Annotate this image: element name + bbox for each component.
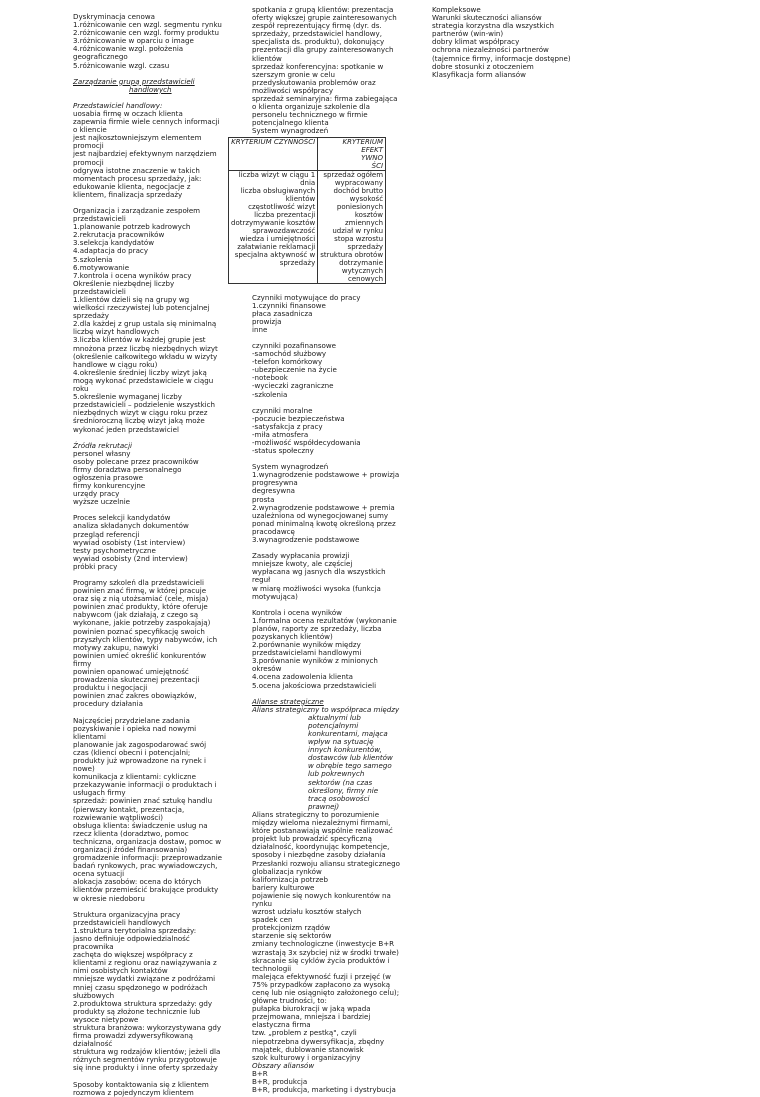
text-line: mniejsze kwoty, ale częściej xyxy=(252,559,353,569)
text-line: tracą osobowości xyxy=(308,793,370,803)
text-line: firmy xyxy=(73,658,92,668)
text-line: szok kulturowy i organizacyjny xyxy=(252,1052,361,1062)
table-cell-line: struktura obrotów xyxy=(320,250,384,259)
column-middle xyxy=(231,5,400,1095)
text-line: wysoce nietypowe xyxy=(73,1014,139,1024)
text-line: się inne produkty i inne oferty sprzedaży xyxy=(73,1063,218,1073)
text-line: Źródła rekrutacji xyxy=(73,440,133,450)
text-line: handlowe w ciągu roku) xyxy=(73,359,158,369)
text-line: wzrost udziału kosztów stałych xyxy=(252,907,362,917)
text-line: techniczna, organizacja dostaw, pomoc w xyxy=(73,836,222,846)
table-row xyxy=(229,170,386,283)
text-line: badań rynkowych, prac wywiadowczych, xyxy=(73,861,218,871)
text-line: Przesłanki rozwoju aliansu strategicznego xyxy=(252,858,400,868)
text-line: Obszary aliansów xyxy=(252,1060,315,1070)
text-line: -szkolenia xyxy=(252,389,288,399)
text-line: gromadzenie informacji: przeprowadzanie xyxy=(73,853,223,863)
table-cell-line: YWNO xyxy=(361,153,384,162)
text-line: uzależniona od wynegocjowanej sumy xyxy=(252,510,389,520)
text-line: przedstawicieli – podzielenie wszystkich xyxy=(73,400,216,410)
text-line: nimi osobistych kontaktów xyxy=(73,966,168,976)
text-line: niepotrzebna dywersyfikacja, zbędny xyxy=(252,1036,385,1046)
table-cell-line: sprzedaż ogółem xyxy=(323,170,384,179)
table-cell-effectiveness-criteria xyxy=(318,170,386,283)
text-line: progresywna xyxy=(252,478,298,488)
text-line: roku xyxy=(73,384,89,394)
table-cell-line: dotrzymywanie kosztów xyxy=(231,218,316,227)
text-line: organizacji źródeł finansowania) xyxy=(73,845,188,854)
text-line: wykonane, jakie potrzeby zaspokajają) xyxy=(73,618,211,628)
text-line: Proces selekcji kandydatów xyxy=(73,513,171,523)
text-line: 6.motywowanie xyxy=(73,262,130,272)
text-line: 5.szkolenia xyxy=(73,254,113,264)
text-line: analiza składanych dokumentów xyxy=(73,521,189,531)
table-cell-line: dotrzymanie xyxy=(339,258,384,267)
text-line: tzw. „problem z pestką", czyli xyxy=(252,1028,357,1038)
text-line: powinien znać zakres obowiązków, xyxy=(73,691,197,701)
text-line: okresów xyxy=(252,664,282,674)
text-line: elastyczna firma xyxy=(252,1020,311,1030)
text-line: określony, firmy nie xyxy=(308,785,379,795)
text-line: prezentacji dla grupy zainteresowanych xyxy=(252,45,394,55)
text-line: Programy szkoleń dla przedstawicieli xyxy=(73,578,204,587)
text-line: 1.formalna ocena rezultatów (wykonanie xyxy=(252,615,397,625)
text-line: -satysfakcja z pracy xyxy=(252,421,323,431)
text-line: specjalista ds. produktu), dokonujący xyxy=(252,37,385,47)
text-line: -notebook xyxy=(252,373,288,383)
motivation-alliances-section xyxy=(252,292,400,1095)
text-line: rynku xyxy=(252,898,272,908)
text-line: 5.różnicowanie wzgl. czasu xyxy=(73,60,170,70)
text-line: 75% przypadków zapłacono za wysoką xyxy=(252,979,391,989)
text-line: komunikacja z klientami: cykliczne xyxy=(73,772,197,782)
text-line: 5.określenie wymaganej liczby xyxy=(73,392,182,402)
text-line: globalizacja rynków xyxy=(252,866,322,876)
text-line: malejąca efektywność fuzji i przejęć (w xyxy=(252,971,391,981)
table-cell-line: kosztów xyxy=(354,210,384,219)
table-cell-line: dochód brutto xyxy=(333,186,384,195)
text-line: 1.struktura terytorialna sprzedaży: xyxy=(73,925,197,935)
table-cell-line: liczba wizyt w ciągu 1 xyxy=(238,170,316,179)
text-line: klientów xyxy=(252,53,282,63)
text-line: dobry klimat współpracy xyxy=(432,37,520,47)
table-cell-line: udział w rynku xyxy=(332,226,384,235)
text-line: nowe) xyxy=(73,764,95,774)
text-line: rozmowa z pojedynczym klientem xyxy=(73,1087,194,1097)
text-line: Kompleksowe xyxy=(432,5,481,14)
text-line: służbowych xyxy=(73,990,115,1000)
text-line: ogłoszenia prasowe xyxy=(73,472,144,482)
text-line: planowanie jak zagospodarować swój xyxy=(73,739,207,749)
table-cell-line: zmiennych xyxy=(345,218,384,227)
text-line: testy psychometryczne xyxy=(73,545,156,555)
text-line: lub pokrewnych xyxy=(308,769,365,779)
text-line: 3.porównanie wyników z minionych xyxy=(252,656,378,666)
text-line: obsługa klienta: świadczenie usług na xyxy=(73,820,208,830)
table-cell-line: klientów xyxy=(285,194,316,203)
text-line: ponad minimalną kwotę określoną przez xyxy=(252,518,396,528)
text-line: o klienta organizuje szkolenie dla xyxy=(252,102,371,112)
text-line: zespół reprezentujący firmę (dyr. ds. xyxy=(252,21,382,31)
text-line: firmy konkurencyjne xyxy=(73,481,146,491)
text-line: ochrona niezależności partnerów xyxy=(432,45,549,55)
table-cell-line: dnia xyxy=(300,178,316,187)
text-line: 3.wynagrodzenie podstawowe xyxy=(252,535,360,545)
text-line: które postanawiają wspólnie realizować xyxy=(252,826,393,836)
text-line: inne xyxy=(252,324,268,334)
text-line: wywiad osobisty (2nd interview) xyxy=(73,553,188,563)
text-line: alokacja zasobów: ocena do których xyxy=(73,877,202,887)
text-line: pracodawcę xyxy=(252,526,295,536)
table-cell-line: KRYTERIUM CZYNNOŚCI xyxy=(231,137,316,146)
table-cell-line: cenowych xyxy=(348,274,384,283)
text-line: System wynagrodzeń xyxy=(252,126,329,136)
text-line: innych konkurentów, xyxy=(308,745,382,755)
table-cell-line: sprawozdawczość xyxy=(252,226,316,235)
table-cell-line: liczba prezentacji xyxy=(254,210,316,219)
text-line: Organizacja i zarządzanie zespołem xyxy=(73,205,201,215)
sales-methods-section xyxy=(252,5,398,136)
text-line: między wieloma niezależnymi firmami, xyxy=(252,818,391,828)
text-line: 2.rekrutacja pracowników xyxy=(73,230,165,240)
text-line: procedury działania xyxy=(73,699,143,709)
text-line: 2.wynagrodzenie podstawowe + premia xyxy=(252,502,395,512)
text-line: Określenie niezbędnej liczby xyxy=(73,278,175,288)
text-line: wielkości rzeczywistej lub potencjalnej xyxy=(73,303,210,313)
text-line: klientami z regionu oraz nawiązywania z xyxy=(73,958,217,968)
text-line: przedstawicielami handlowymi xyxy=(252,648,362,658)
text-line: produkty są złożone technicznie lub xyxy=(73,1006,201,1016)
table-cell-line: ŚCI xyxy=(371,161,384,170)
text-line: 2.różnicowanie cen wzgl. formy produktu xyxy=(73,28,220,38)
text-line: Alianse strategiczne xyxy=(252,696,324,706)
text-line: przyszłych klientów, typy nabywców, ich xyxy=(73,634,218,644)
text-line: klientami xyxy=(73,731,106,741)
text-line: System wynagrodzeń xyxy=(252,462,329,472)
text-line: jasno definiuje odpowiedzialność xyxy=(73,933,190,943)
text-line: reguł xyxy=(252,575,271,585)
table-header-effectiveness xyxy=(318,137,386,170)
text-line: powinien umieć określić konkurentów xyxy=(73,650,207,660)
text-line: sposoby i niezbędne zasoby działania xyxy=(252,850,386,860)
text-line: pozyskanych klientów) xyxy=(252,631,333,641)
text-line: pozyskiwanie i opieka nad nowymi xyxy=(73,723,197,733)
text-line: zachęta do większej współpracy z xyxy=(73,950,193,960)
text-line: technologii xyxy=(252,963,292,973)
text-line: o kliencie xyxy=(73,125,107,135)
text-line: protekcjonizm rządów xyxy=(252,923,331,933)
text-line: osoby polecane przez pracowników xyxy=(73,456,199,466)
text-line: (tajemnice firmy, informacje dostępne) xyxy=(432,53,571,63)
text-line: niezbędnych wizyt w ciągu roku przez xyxy=(73,408,208,418)
text-line: 4.różnicowanie wzgl. położenia xyxy=(73,44,184,54)
text-line: czas (klienci obecni i potencjalni; xyxy=(73,747,191,757)
text-line: przedstawicieli handlowych xyxy=(73,917,171,927)
text-line: pracownika xyxy=(73,942,114,952)
text-line: handlowych xyxy=(129,84,172,94)
text-line: dostawców lub klientów xyxy=(308,753,393,763)
text-line: szerszym gronie w celu xyxy=(252,69,335,79)
text-line: 2.dla każdej z grup ustala się minimalną xyxy=(73,319,217,329)
text-line: urzędy pracy xyxy=(73,489,120,499)
text-line: dobre stosunki z otoczeniem xyxy=(432,61,534,71)
text-line: wypłacana wg jasnych dla wszystkich xyxy=(252,567,386,577)
table-cell-activity-criteria xyxy=(229,170,318,283)
text-line: czynniki moralne xyxy=(252,405,313,415)
text-line: (określenie całkowitego wkładu w wizyty xyxy=(73,351,218,361)
text-line: czynniki pozafinansowe xyxy=(252,340,337,350)
spacer xyxy=(73,1073,218,1081)
text-line: partnerów (win-win) xyxy=(432,29,504,39)
text-line: wzrastają 3x szybciej niż w środki trwałe) xyxy=(252,947,399,957)
text-line: powinien znać produkty, które oferuje xyxy=(73,602,208,612)
text-line: struktura branżowa: wykorzystywana gdy xyxy=(73,1022,222,1032)
text-line: Czynniki motywujące do pracy xyxy=(252,292,361,302)
text-line: wywiad osobisty (1st interview) xyxy=(73,537,186,547)
text-line: aktualnymi lub xyxy=(308,712,361,722)
text-line: konkurentami, mająca xyxy=(308,729,388,738)
table-cell-line: stopa wzrostu xyxy=(334,234,384,243)
table-cell-line: EFEKT xyxy=(361,145,384,154)
text-line: powinien poznać specyfikację swoich xyxy=(73,626,205,636)
text-line: produktu i negocjacji xyxy=(73,683,148,693)
text-line: -ubezpieczenie na życie xyxy=(252,365,337,375)
text-line: sprzedaży, przedstawiciel handlowy, xyxy=(252,29,382,39)
text-line: -poczucie bezpieczeństwa xyxy=(252,413,345,423)
text-line: B+R, produkcja xyxy=(252,1077,308,1087)
text-line: mniej czasu spędzonego w podróżach xyxy=(73,982,208,992)
text-line: prawnej) xyxy=(308,801,340,811)
text-line: wyższe uczelnie xyxy=(73,497,131,507)
text-line: sprzedaż seminaryjna: firma zabiegająca xyxy=(252,94,398,104)
text-line: firmy doradztwa personalnego xyxy=(73,464,182,474)
text-line: klientów przemieścić brakujące produkty xyxy=(73,885,219,895)
table-cell-line: wytycznych xyxy=(341,266,384,275)
text-line: prosta xyxy=(252,494,275,504)
text-line: Klasyfikacja form aliansów xyxy=(432,69,526,79)
text-line: starzenie się sektorów xyxy=(252,931,332,941)
text-line: przedstawicieli xyxy=(73,214,126,224)
table-cell-line: liczba obsługiwanych xyxy=(240,186,316,195)
table-cell-line: KRYTERIUM xyxy=(342,137,384,146)
text-line: spadek cen xyxy=(252,915,293,925)
text-line: mogą wykonać przedstawiciele w ciągu xyxy=(73,375,214,385)
text-line: liczbę wizyt handlowych xyxy=(73,327,159,337)
text-line: oraz się z nią utożsamiać (cele, misja) xyxy=(73,594,209,604)
table-cell-line: wypracowany xyxy=(334,178,384,187)
text-line: 2.produktowa struktura sprzedaży: gdy xyxy=(73,998,213,1008)
text-line: -miła atmosfera xyxy=(252,429,309,439)
text-line: zapewnia firmie wiele cennych informacji xyxy=(73,117,220,127)
text-line: Najczęściej przydzielane zadania xyxy=(73,715,190,725)
text-line: w obrębie tego samego xyxy=(308,761,392,771)
text-line: momentach procesu sprzedaży, jak: xyxy=(73,173,202,183)
text-line: 1.czynniki finansowe xyxy=(252,300,326,310)
text-line: powinien znać firmę, w której pracuje xyxy=(73,586,207,596)
text-line: Zarządzanie grupą przedstawicieli xyxy=(73,76,195,86)
text-line: strategia korzystna dla wszystkich xyxy=(432,21,555,31)
text-line: oferty większej grupie zainteresowanych xyxy=(252,13,397,23)
text-line: 3.selekcja kandydatów xyxy=(73,238,155,248)
text-line: pułapka biurokracji w jaką wpada xyxy=(252,1004,371,1014)
text-line: odgrywa istotne znaczenie w takich xyxy=(73,165,200,175)
text-line: kalifornizacja potrzeb xyxy=(252,874,329,884)
text-line: przedstawicieli xyxy=(73,286,126,296)
text-line: geograficznego xyxy=(73,52,128,62)
text-line: działalność xyxy=(73,1039,113,1049)
text-line: promocji xyxy=(73,141,104,151)
text-line: w okresie niedoboru xyxy=(73,893,145,903)
text-line: B+R xyxy=(252,1068,268,1078)
text-line: przekazywanie informacji o produktach i xyxy=(73,780,217,790)
text-line: główne trudności, to: xyxy=(252,996,327,1006)
text-line: majątek, dublowanie stanowisk xyxy=(252,1044,364,1054)
text-line: średnioroczną liczbę wizyt jaką może xyxy=(73,416,205,426)
text-line: -telefon komórkowy xyxy=(252,357,323,367)
table-cell-line: sprzedaży xyxy=(279,258,316,267)
text-line: Zasady wypłacania prowizji xyxy=(252,551,350,561)
text-line: projekt lub prowadzić specyficzną xyxy=(252,834,373,844)
text-line: Dyskryminacja cenowa xyxy=(73,12,156,21)
text-line: płaca zasadnicza xyxy=(252,308,313,318)
text-line: usługach firmy xyxy=(73,788,126,798)
text-line: Kontrola i ocena wyników xyxy=(252,607,342,617)
text-line: bariery kulturowe xyxy=(252,882,315,892)
table-header-row xyxy=(229,137,386,170)
text-line: ocena sytuacji xyxy=(73,869,125,879)
text-line: pojawienie się nowych konkurentów na xyxy=(252,890,391,900)
text-line: spotkania z grupą klientów: prezentacja xyxy=(252,5,394,14)
table-cell-line: poniesionych xyxy=(336,202,384,211)
text-line: Warunki skuteczności aliansów xyxy=(432,13,542,23)
text-line: 1.wynagrodzenie podstawowe + prowizja xyxy=(252,470,400,480)
text-line: 4.ocena zadowolenia klienta xyxy=(252,672,353,682)
text-line: mnożona przez liczbę niezbędnych wizyt xyxy=(73,343,218,353)
text-line: motywująca) xyxy=(252,591,298,601)
text-line: próbki pracy xyxy=(73,561,118,571)
text-line: rzecz klienta (doradztwo, pomoc xyxy=(73,828,189,838)
text-line: zmiany technologiczne (inwestycje B+R xyxy=(252,939,395,949)
table-cell-line: załatwianie reklamacji xyxy=(237,242,316,251)
text-line: sprzedaży xyxy=(73,311,109,321)
text-line: degresywna xyxy=(252,486,296,496)
text-line: sektorów (na czas xyxy=(308,777,373,787)
text-line: 1.klientów dzieli się na grupy wg xyxy=(73,295,190,304)
text-line: motywy zakupu, nawyki xyxy=(73,642,159,652)
text-line: 4.adaptacja do pracy xyxy=(73,246,149,256)
text-line: -możliwość współdecydowania xyxy=(252,438,361,447)
column-left xyxy=(73,12,223,1097)
text-line: uosabia firmę w oczach klienta xyxy=(73,108,183,118)
text-line: mniejsze wydatki związane z podróżami xyxy=(73,974,216,984)
text-line: 5.ocena jakościowa przedstawicieli xyxy=(252,680,377,690)
text-line: -status społeczny xyxy=(252,446,314,456)
text-line: personelu technicznego w firmie xyxy=(252,110,368,120)
text-line: cenę lub nie osiągnięto założonego celu); xyxy=(252,988,400,997)
text-line: przejmowana, mniejsza i bardziej xyxy=(252,1012,371,1022)
text-line: 7.kontrola i ocena wyników pracy xyxy=(73,270,192,280)
text-line: 2.porównanie wyników między xyxy=(252,640,361,650)
text-line: B+R, produkcja, marketing i dystrybucja xyxy=(252,1085,396,1095)
text-line: 3.liczba klientów w każdej grupie jest xyxy=(73,335,206,345)
text-line: struktura wg rodzajów klientów; jeżeli dla xyxy=(73,1047,221,1057)
table-header-activity xyxy=(229,137,318,170)
text-line: wykonać jeden przedstawiciel xyxy=(73,424,179,434)
text-line: skracanie się cyklów życia produktów i xyxy=(252,955,390,965)
table-cell-line: specjalna aktywność w xyxy=(234,250,316,259)
text-line: Sposoby kontaktowania się z klientem xyxy=(73,1079,209,1089)
text-line: klientem, finalizacja sprzedaży xyxy=(73,189,183,199)
text-line: sprzedaż konferencyjna: spotkanie w xyxy=(252,61,384,71)
text-line: możliwości współpracy xyxy=(252,85,334,95)
column-right xyxy=(432,6,582,79)
text-line: 3.różnicowanie w oparciu o image xyxy=(73,36,194,46)
text-line: różnych segmentów rynku przygotowuje xyxy=(73,1055,217,1065)
text-line: potencjalnymi xyxy=(308,720,359,730)
text-line: powinien opanować umiejętność xyxy=(73,667,189,677)
text-line: Struktura organizacyjna pracy xyxy=(73,909,181,919)
table-cell-line: sprzedaży xyxy=(347,242,384,251)
text-line: promocji xyxy=(73,157,104,167)
text-line: jest najkosztowniejszym elementem xyxy=(73,133,202,143)
text-line: Przedstawiciel handlowy: xyxy=(73,100,163,110)
text-line: rozwiewanie wątpliwości) xyxy=(73,812,164,822)
table-cell-line: wiedza i umiejętności xyxy=(239,234,316,243)
text-line: Alians strategiczny to porozumienie xyxy=(252,809,380,819)
text-line: Alians strategiczny to współpraca między xyxy=(252,704,400,714)
text-line: prowadzenia skutecznej prezentacji xyxy=(73,675,200,685)
text-line: -wycieczki zagraniczne xyxy=(252,381,334,391)
text-line: produkty już wprowadzone na rynek i xyxy=(73,755,207,765)
text-line: 1.planowanie potrzeb kadrowych xyxy=(73,222,191,232)
text-line: wpływ na sytuację xyxy=(308,737,374,747)
evaluation-criteria-table xyxy=(228,137,386,284)
text-line: działalność, koordynując kompetencje, xyxy=(252,842,390,852)
text-line: przegląd referencji xyxy=(73,529,140,539)
text-line: nabywcom (jak działają, z czego są xyxy=(73,610,199,620)
text-line: planów, raporty ze sprzedaży, liczba xyxy=(252,623,382,633)
text-line: prowizja xyxy=(252,316,282,326)
text-line: edukowanie klienta, negocjacje z xyxy=(73,181,191,191)
text-line: personel własny xyxy=(73,448,131,458)
table-cell-line: częstotliwość wizyt xyxy=(248,202,316,211)
text-line: w miarę możliwości wysoka (funkcja xyxy=(252,583,381,593)
text-line: potencjalnego klienta xyxy=(252,118,329,128)
text-line: przedyskutowania problemów oraz xyxy=(252,77,376,87)
text-line: sprzedaż: powinien znać sztukę handlu xyxy=(73,796,213,806)
text-line: 4.określenie średniej liczby wizyt jaką xyxy=(73,367,207,377)
text-line: firma prowadzi zdywersyfikowaną xyxy=(73,1031,194,1041)
table-cell-line: wysokość xyxy=(349,194,384,203)
text-line: jest najbardziej efektywnym narzędziem xyxy=(73,149,217,159)
text-line: 1.różnicowanie cen wzgl. segmentu rynku xyxy=(73,20,222,30)
text-line: (pierwszy kontakt, prezentacja, xyxy=(73,804,185,814)
text-line: -samochód służbowy xyxy=(252,349,327,359)
